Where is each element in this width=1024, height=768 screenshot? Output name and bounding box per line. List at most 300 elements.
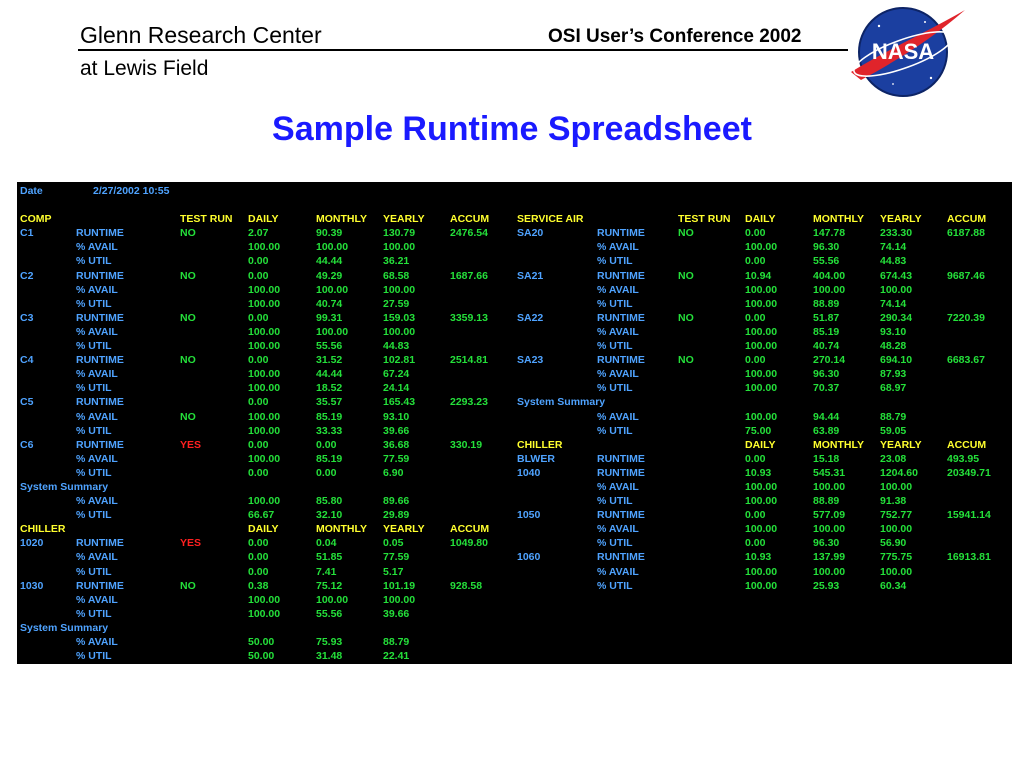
table-cell: 88.89 — [813, 297, 840, 310]
table-row — [17, 579, 1012, 593]
table-cell: MONTHLY — [316, 213, 367, 226]
table-cell — [177, 593, 245, 607]
table-cell: YEARLY — [383, 523, 425, 536]
table-cell: % AVAIL — [76, 241, 118, 254]
table-cell — [944, 579, 1012, 593]
table-cell: 67.24 — [383, 368, 410, 381]
table-cell: 10.94 — [745, 269, 772, 282]
table-cell: 44.83 — [383, 340, 410, 353]
table-cell: % AVAIL — [76, 325, 118, 338]
table-cell: 0.00 — [745, 452, 766, 465]
table-cell: 44.44 — [316, 368, 343, 381]
table-cell: 100.00 — [248, 424, 281, 437]
table-cell: 775.75 — [880, 551, 913, 564]
table-cell — [675, 438, 742, 452]
table-cell — [447, 198, 514, 212]
table-cell — [675, 240, 742, 254]
table-cell: 0.00 — [248, 269, 269, 282]
table-cell: 0.00 — [745, 509, 766, 522]
table-cell — [447, 452, 514, 466]
system-summary-label: System Summary — [20, 621, 109, 634]
table-cell: 23.08 — [880, 452, 907, 465]
table-cell: SA22 — [517, 311, 544, 324]
table-row — [17, 649, 1012, 663]
table-cell — [810, 635, 877, 649]
nasa-logo-icon — [843, 2, 971, 102]
table-cell: 33.33 — [316, 424, 343, 437]
table-cell — [675, 297, 742, 311]
table-cell: 100.00 — [813, 523, 846, 536]
table-cell — [594, 212, 675, 226]
table-cell: % AVAIL — [76, 551, 118, 564]
table-row — [17, 452, 1012, 466]
table-cell: CHILLER — [517, 438, 563, 451]
table-cell — [17, 494, 73, 508]
table-cell — [675, 579, 742, 593]
table-cell: 100.00 — [880, 565, 913, 578]
table-cell: % UTIL — [597, 579, 633, 592]
table-cell: % AVAIL — [597, 283, 639, 296]
table-cell: 100.00 — [248, 452, 281, 465]
table-cell: 100.00 — [383, 593, 416, 606]
table-cell: DAILY — [248, 523, 279, 536]
table-cell: 48.28 — [880, 340, 907, 353]
table-cell: % AVAIL — [597, 523, 639, 536]
system-summary-label: System Summary — [20, 480, 109, 493]
table-cell: RUNTIME — [76, 396, 124, 409]
table-cell — [944, 339, 1012, 353]
table-cell — [447, 240, 514, 254]
header-rule — [78, 49, 848, 51]
table-cell: 35.57 — [316, 396, 343, 409]
table-cell: 85.19 — [316, 452, 343, 465]
table-cell: 6187.88 — [947, 227, 985, 240]
table-row — [17, 466, 1012, 480]
table-cell — [17, 607, 73, 621]
table-cell — [594, 438, 675, 452]
table-cell — [380, 198, 447, 212]
table-cell — [514, 480, 594, 494]
table-cell: RUNTIME — [597, 311, 645, 324]
table-cell: % UTIL — [76, 509, 112, 522]
table-cell: 100.00 — [316, 593, 349, 606]
table-cell: 100.00 — [745, 368, 778, 381]
table-cell: % UTIL — [597, 495, 633, 508]
org-subname: at Lewis Field — [80, 57, 209, 80]
table-cell: % AVAIL — [597, 325, 639, 338]
table-row — [17, 522, 1012, 536]
table-cell: 91.38 — [880, 495, 907, 508]
table-cell — [514, 297, 594, 311]
table-cell — [594, 607, 675, 621]
table-cell — [742, 198, 810, 212]
table-cell: 77.59 — [383, 452, 410, 465]
table-row — [17, 353, 1012, 367]
table-cell: % UTIL — [597, 382, 633, 395]
table-cell — [447, 649, 514, 663]
table-cell: 100.00 — [813, 283, 846, 296]
table-cell — [447, 381, 514, 395]
table-cell: 2476.54 — [450, 227, 488, 240]
table-cell: 2514.81 — [450, 354, 488, 367]
table-cell — [810, 607, 877, 621]
table-cell — [514, 424, 594, 438]
table-cell: 100.00 — [745, 480, 778, 493]
table-cell — [944, 649, 1012, 663]
table-cell — [177, 283, 245, 297]
table-row — [17, 311, 1012, 325]
table-cell — [742, 649, 810, 663]
table-cell: RUNTIME — [76, 311, 124, 324]
table-cell: 1030 — [20, 579, 44, 592]
page-title: Sample Runtime Spreadsheet — [272, 110, 752, 148]
table-cell: % UTIL — [76, 382, 112, 395]
table-cell: RUNTIME — [76, 354, 124, 367]
table-cell — [177, 494, 245, 508]
runtime-table-body — [17, 184, 1012, 663]
table-cell — [877, 593, 944, 607]
table-cell: 137.99 — [813, 551, 846, 564]
table-cell: 100.00 — [316, 325, 349, 338]
table-cell — [177, 452, 245, 466]
table-row — [17, 438, 1012, 452]
table-cell: 90.39 — [316, 227, 343, 240]
table-cell — [177, 367, 245, 381]
table-cell: 75.12 — [316, 579, 343, 592]
table-row — [17, 297, 1012, 311]
table-cell: TEST RUN — [180, 213, 233, 226]
table-cell — [17, 325, 73, 339]
table-cell: 10.93 — [745, 466, 772, 479]
table-cell — [944, 198, 1012, 212]
table-cell: 50.00 — [248, 650, 275, 663]
table-cell — [514, 593, 594, 607]
table-cell: 0.00 — [248, 466, 269, 479]
table-cell: 9687.46 — [947, 269, 985, 282]
table-cell: 100.00 — [745, 410, 778, 423]
table-row — [17, 325, 1012, 339]
table-cell: 0.00 — [745, 537, 766, 550]
table-cell — [17, 381, 73, 395]
table-cell — [810, 621, 877, 635]
table-cell: 102.81 — [383, 354, 416, 367]
table-cell: 100.00 — [813, 565, 846, 578]
table-row — [17, 536, 1012, 550]
table-cell — [944, 410, 1012, 424]
table-cell: MONTHLY — [813, 438, 864, 451]
table-cell: 545.31 — [813, 466, 846, 479]
table-cell — [447, 325, 514, 339]
table-cell: 75.93 — [316, 636, 343, 648]
table-cell — [514, 339, 594, 353]
table-cell — [177, 381, 245, 395]
table-cell: 100.00 — [383, 283, 416, 296]
table-cell: 1040 — [517, 466, 541, 479]
table-cell: 15.18 — [813, 452, 840, 465]
table-cell: 0.00 — [248, 311, 269, 324]
table-cell — [17, 254, 73, 268]
table-cell: 1049.80 — [450, 537, 488, 550]
table-cell: 0.00 — [745, 354, 766, 367]
table-cell — [742, 635, 810, 649]
table-cell: % UTIL — [76, 340, 112, 353]
table-cell — [177, 254, 245, 268]
table-cell — [944, 565, 1012, 579]
table-row — [17, 550, 1012, 564]
table-cell: NO — [678, 227, 694, 240]
table-cell: % UTIL — [76, 297, 112, 310]
table-cell: 49.29 — [316, 269, 343, 282]
table-cell: C6 — [20, 438, 34, 451]
table-cell: % AVAIL — [76, 410, 118, 423]
table-cell: 0.38 — [248, 579, 269, 592]
table-cell — [177, 424, 245, 438]
table-cell — [944, 395, 1012, 409]
table-cell — [17, 339, 73, 353]
table-cell — [675, 536, 742, 550]
table-row — [17, 508, 1012, 522]
table-cell: % UTIL — [76, 255, 112, 268]
table-cell: NO — [678, 311, 694, 324]
table-cell: 752.77 — [880, 509, 913, 522]
table-cell: 39.66 — [383, 424, 410, 437]
table-cell: 66.67 — [248, 509, 275, 522]
table-cell — [177, 395, 245, 409]
table-cell — [675, 522, 742, 536]
table-cell — [514, 635, 594, 649]
table-cell: 88.79 — [880, 410, 907, 423]
table-cell: 32.10 — [316, 509, 343, 522]
table-row — [17, 621, 1012, 635]
table-cell: 0.05 — [383, 537, 404, 550]
table-cell: 31.48 — [316, 650, 343, 663]
table-cell — [675, 550, 742, 564]
table-cell — [514, 565, 594, 579]
table-cell — [17, 367, 73, 381]
table-cell: % UTIL — [76, 565, 112, 578]
table-cell: 159.03 — [383, 311, 416, 324]
table-cell: 59.05 — [880, 424, 907, 437]
table-cell: ACCUM — [947, 438, 987, 451]
table-cell — [675, 565, 742, 579]
table-cell: 77.59 — [383, 551, 410, 564]
org-name: Glenn Research Center — [80, 22, 322, 48]
table-cell — [944, 621, 1012, 635]
table-cell: 101.19 — [383, 579, 416, 592]
table-cell: BLWER — [517, 452, 555, 465]
runtime-table — [17, 184, 1012, 663]
table-cell: 100.00 — [248, 607, 281, 620]
table-cell — [177, 522, 245, 536]
table-cell: 85.19 — [813, 325, 840, 338]
table-cell — [447, 494, 514, 508]
date-value: 2/27/2002 10:55 — [93, 185, 170, 197]
table-cell: 928.58 — [450, 579, 483, 592]
table-cell: 20349.71 — [947, 466, 991, 479]
table-row — [17, 198, 1012, 212]
table-cell — [514, 410, 594, 424]
table-cell: 493.95 — [947, 452, 980, 465]
table-cell: C2 — [20, 269, 34, 282]
table-cell — [73, 522, 177, 536]
table-cell: % AVAIL — [76, 495, 118, 508]
table-cell: 31.52 — [316, 354, 343, 367]
table-cell: 29.89 — [383, 509, 410, 522]
table-cell: 1050 — [517, 509, 541, 522]
table-cell: ACCUM — [450, 213, 490, 226]
table-cell: 100.00 — [248, 241, 281, 254]
table-cell: RUNTIME — [76, 227, 124, 240]
table-cell: 330.19 — [450, 438, 483, 451]
table-cell — [447, 635, 514, 649]
table-cell: 1060 — [517, 551, 541, 564]
table-cell — [742, 621, 810, 635]
table-cell: 39.66 — [383, 607, 410, 620]
table-cell: 0.00 — [248, 354, 269, 367]
table-row — [17, 240, 1012, 254]
table-cell: 7.41 — [316, 565, 337, 578]
table-cell: 100.00 — [248, 495, 281, 508]
table-cell: 0.00 — [745, 255, 766, 268]
table-row — [17, 339, 1012, 353]
table-cell — [675, 283, 742, 297]
table-cell: MONTHLY — [813, 213, 864, 226]
table-cell: YEARLY — [880, 213, 922, 226]
table-cell — [17, 508, 73, 522]
table-cell: 96.30 — [813, 368, 840, 381]
table-row — [17, 494, 1012, 508]
table-cell: 1020 — [20, 537, 44, 550]
table-cell: DAILY — [745, 438, 776, 451]
table-cell: 50.00 — [248, 636, 275, 648]
table-cell — [944, 424, 1012, 438]
table-cell: 100.00 — [745, 565, 778, 578]
table-cell: 85.19 — [316, 410, 343, 423]
table-cell: 100.00 — [248, 410, 281, 423]
table-cell: 93.10 — [383, 410, 410, 423]
table-cell: 404.00 — [813, 269, 846, 282]
table-cell: 100.00 — [745, 340, 778, 353]
table-cell: 55.56 — [316, 340, 343, 353]
table-cell: NO — [180, 269, 196, 282]
table-cell — [447, 254, 514, 268]
table-cell: 100.00 — [745, 523, 778, 536]
table-cell: RUNTIME — [76, 438, 124, 451]
table-cell — [944, 297, 1012, 311]
table-cell — [514, 522, 594, 536]
table-cell — [877, 649, 944, 663]
table-cell: 1204.60 — [880, 466, 918, 479]
table-cell: % AVAIL — [76, 283, 118, 296]
table-cell — [177, 339, 245, 353]
table-cell: 674.43 — [880, 269, 913, 282]
table-cell: 100.00 — [248, 325, 281, 338]
table-cell: 0.00 — [248, 551, 269, 564]
table-cell: 56.90 — [880, 537, 907, 550]
table-cell — [514, 607, 594, 621]
table-cell: 74.14 — [880, 241, 907, 254]
table-cell — [177, 297, 245, 311]
table-cell — [877, 635, 944, 649]
table-cell — [514, 198, 594, 212]
table-cell: % UTIL — [597, 340, 633, 353]
table-cell: 68.58 — [383, 269, 410, 282]
table-cell — [245, 198, 313, 212]
table-cell: 1687.66 — [450, 269, 488, 282]
table-cell: SERVICE AIR — [517, 213, 584, 226]
table-cell — [944, 494, 1012, 508]
table-cell — [514, 536, 594, 550]
table-cell — [944, 381, 1012, 395]
table-cell: 100.00 — [745, 241, 778, 254]
table-cell: 0.00 — [248, 255, 269, 268]
table-cell — [675, 593, 742, 607]
table-row — [17, 410, 1012, 424]
table-cell: 55.56 — [316, 607, 343, 620]
table-row — [17, 480, 1012, 494]
table-cell — [514, 283, 594, 297]
table-cell — [810, 649, 877, 663]
table-cell: 100.00 — [745, 325, 778, 338]
table-cell: 270.14 — [813, 354, 846, 367]
table-cell — [447, 367, 514, 381]
table-cell — [675, 621, 742, 635]
table-cell: 7220.39 — [947, 311, 985, 324]
table-cell: 36.21 — [383, 255, 410, 268]
table-cell: 0.00 — [248, 537, 269, 550]
table-cell: 6683.67 — [947, 354, 985, 367]
table-row — [17, 269, 1012, 283]
table-cell: DAILY — [248, 213, 279, 226]
table-cell — [944, 283, 1012, 297]
table-cell — [245, 480, 313, 494]
table-cell: 100.00 — [745, 283, 778, 296]
table-cell — [944, 480, 1012, 494]
table-cell: 63.89 — [813, 424, 840, 437]
table-cell — [742, 395, 810, 409]
table-cell — [810, 593, 877, 607]
table-cell: 10.93 — [745, 551, 772, 564]
table-cell: 25.93 — [813, 579, 840, 592]
table-row — [17, 607, 1012, 621]
table-cell: MONTHLY — [316, 523, 367, 536]
table-cell — [447, 410, 514, 424]
table-cell: RUNTIME — [597, 269, 645, 282]
table-cell — [514, 494, 594, 508]
table-cell: 75.00 — [745, 424, 772, 437]
table-cell: 233.30 — [880, 227, 913, 240]
table-cell — [447, 621, 514, 635]
table-cell: 0.00 — [316, 466, 337, 479]
table-cell — [675, 325, 742, 339]
table-cell — [17, 550, 73, 564]
table-cell: 99.31 — [316, 311, 343, 324]
table-cell — [17, 297, 73, 311]
table-cell: DAILY — [745, 213, 776, 226]
table-cell: NO — [180, 354, 196, 367]
table-cell — [380, 480, 447, 494]
table-cell: TEST RUN — [678, 213, 731, 226]
table-cell: % AVAIL — [597, 241, 639, 254]
table-cell — [380, 621, 447, 635]
table-cell: 88.89 — [813, 495, 840, 508]
table-cell: % AVAIL — [76, 636, 118, 648]
table-cell: 6.90 — [383, 466, 404, 479]
table-cell — [245, 621, 313, 635]
table-cell: 0.00 — [248, 565, 269, 578]
table-row — [17, 283, 1012, 297]
table-row — [17, 635, 1012, 649]
